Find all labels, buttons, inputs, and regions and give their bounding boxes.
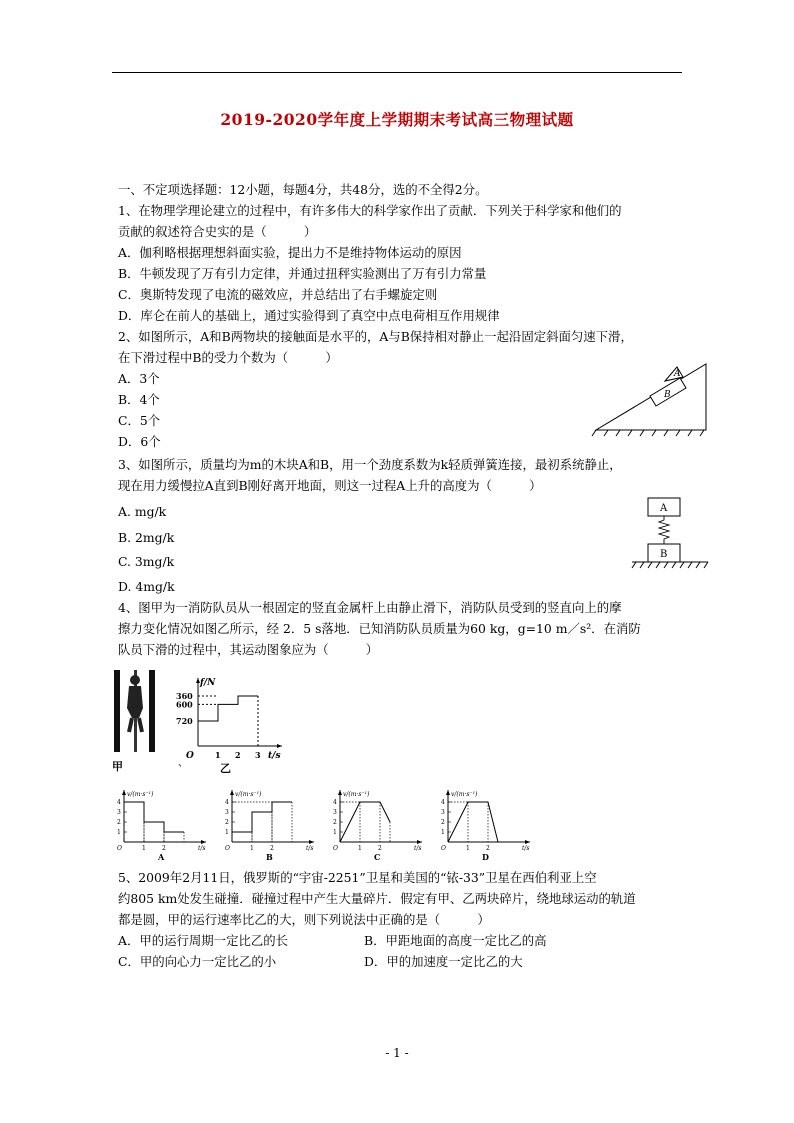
q3-option-a: A. mg/k <box>118 504 167 519</box>
q1-option-c: C．奥斯特发现了电流的磁效应，并总结出了右手螺旋定则 <box>118 287 438 302</box>
vt-graph-b <box>222 782 318 862</box>
v-tick-1: 1 <box>225 829 229 836</box>
x-axis-label: t/s <box>268 751 281 761</box>
origin-label: O <box>117 845 122 852</box>
v-axis-label: v/(m·s⁻¹) <box>235 791 262 798</box>
spring <box>659 516 669 544</box>
q1-stem-line2: 贡献的叙述符合史实的是（ ） <box>118 224 317 239</box>
q5-option-a: A．甲的运行周期一定比乙的长 <box>118 933 289 948</box>
velocity-series <box>448 802 498 842</box>
y-tick-600: 600 <box>176 699 193 710</box>
q2-option-a: A．3个 <box>118 371 160 386</box>
fig-yi-label: 乙 <box>220 762 231 775</box>
label-a: A <box>674 369 681 379</box>
q5-stem-line1: 5、2009年2月11日，俄罗斯的“宇宙-2251”卫星和美国的“铱-33”卫星在西伯利亚上空 <box>118 870 597 885</box>
q4-stem-line2: 擦力变化情况如图乙所示，经 2．5 s落地．已知消防队员质量为60 kg，g=10 m／s²．在消防 <box>118 621 641 636</box>
velocity-series <box>124 802 184 832</box>
v-tick-2: 2 <box>117 819 121 826</box>
q2-stem-line2: 在下滑过程中B的受力个数为（ ） <box>118 350 338 365</box>
v-tick-4: 4 <box>117 799 121 806</box>
q1-option-d: D．库仑在前人的基础上，通过实验得到了真空中点电荷相互作用规律 <box>118 308 500 323</box>
v-tick-3: 3 <box>117 809 121 816</box>
v-tick-4: 4 <box>441 799 445 806</box>
q3-stem-line2: 现在用力缓慢拉A直到B刚好离开地面，则这一过程A上升的高度为（ ） <box>118 478 542 493</box>
q1-stem-line1: 1、在物理学理论建立的过程中，有许多伟大的科学家作出了贡献．下列关于科学家和他们的 <box>118 203 622 218</box>
t-axis-label: t/s <box>414 845 422 852</box>
v-tick-3: 3 <box>225 809 229 816</box>
ground-hatch <box>592 430 704 436</box>
separator-marks: 、 <box>178 758 188 769</box>
fig-jia-label: 甲 <box>112 760 123 773</box>
t-tick-1: 1 <box>358 845 362 852</box>
v-tick-3: 3 <box>441 809 445 816</box>
v-tick-4: 4 <box>333 799 337 806</box>
incline-figure <box>592 358 712 438</box>
y-tick-720: 720 <box>176 716 193 726</box>
v-tick-4: 4 <box>225 799 229 806</box>
v-tick-2: 2 <box>225 819 229 826</box>
origin-label: O <box>441 845 446 852</box>
t-tick-1: 1 <box>250 845 254 852</box>
origin-label: O <box>225 845 230 852</box>
x-tick-1: 1 <box>215 750 221 760</box>
vt-graph-c <box>330 782 426 862</box>
header-rule <box>112 72 682 73</box>
q3-option-b: B. 2mg/k <box>118 530 175 545</box>
q2-option-c: C．5个 <box>118 413 161 428</box>
q4-stem-line3: 队员下滑的过程中，其运动图象应为（ ） <box>118 642 379 657</box>
friction-time-graph <box>178 670 286 774</box>
v-tick-1: 1 <box>117 829 121 836</box>
t-tick-2: 2 <box>270 845 274 852</box>
spring-figure <box>628 494 712 576</box>
firefighter-figure <box>112 668 162 772</box>
q2-option-b: B．4个 <box>118 392 160 407</box>
v-axis-label: v/(m·s⁻¹) <box>451 791 478 798</box>
vt-graph-a <box>114 782 210 862</box>
q1-option-b: B．牛顿发现了万有引力定律，并通过扭秤实验测出了万有引力常量 <box>118 266 487 281</box>
page-number: - 1 - <box>385 1046 409 1060</box>
label-b: B <box>660 549 668 560</box>
section-heading: 一、不定项选择题：12小题，每题4分，共48分，选的不全得2分。 <box>118 182 488 197</box>
t-tick-1: 1 <box>142 845 146 852</box>
t-tick-2: 2 <box>162 845 166 852</box>
q5-option-d: D．甲的加速度一定比乙的大 <box>364 954 523 969</box>
option-label: A <box>158 852 165 862</box>
v-tick-1: 1 <box>333 829 337 836</box>
origin-label: O <box>186 751 194 761</box>
velocity-series <box>340 802 390 842</box>
t-axis-label: t/s <box>198 845 206 852</box>
v-axis-label: v/(m·s⁻¹) <box>127 791 154 798</box>
q2-option-d: D．6个 <box>118 434 161 449</box>
q4-stem-line1: 4、图甲为一消防队员从一根固定的竖直金属杆上由静止滑下，消防队员受到的竖直向上的摩 <box>118 600 622 615</box>
velocity-series <box>232 802 292 832</box>
origin-label: O <box>333 845 338 852</box>
x-tick-2: 2 <box>235 750 241 760</box>
q5-stem-line3: 都是圆，甲的运行速率比乙的大，则下列说法中正确的是（ ） <box>118 912 490 927</box>
t-axis-label: t/s <box>306 845 314 852</box>
t-tick-2: 2 <box>378 845 382 852</box>
y-axis-label: f/N <box>200 678 216 688</box>
q5-option-c: C．甲的向心力一定比乙的小 <box>118 954 277 969</box>
q3-stem-line1: 3、如图所示，质量均为m的木块A和B，用一个劲度系数为k轻质弹簧连接，最初系统静止， <box>118 457 622 472</box>
label-b: B <box>664 390 671 400</box>
x-tick-3: 3 <box>255 750 261 760</box>
q3-option-c: C. 3mg/k <box>118 554 175 569</box>
v-tick-2: 2 <box>441 819 445 826</box>
option-label: C <box>374 852 381 862</box>
vt-graph-d <box>438 782 534 862</box>
y-tick-360: 360 <box>176 691 193 701</box>
q1-option-a: A．伽利略根据理想斜面实验，提出力不是维持物体运动的原因 <box>118 245 462 260</box>
option-label: D <box>482 852 489 862</box>
t-axis-label: t/s <box>522 845 530 852</box>
v-axis-label: v/(m·s⁻¹) <box>343 791 370 798</box>
page-title: 2019-2020学年度上学期期末考试高三物理试题 <box>220 110 574 129</box>
v-tick-3: 3 <box>333 809 337 816</box>
v-tick-1: 1 <box>441 829 445 836</box>
q3-option-d: D. 4mg/k <box>118 579 175 594</box>
q5-stem-line2: 约805 km处发生碰撞．碰撞过程中产生大量碎片．假定有甲、乙两块碎片，绕地球运动的轨道 <box>118 891 636 906</box>
q5-option-b: B．甲距地面的高度一定比乙的高 <box>364 933 547 948</box>
option-label: B <box>266 852 273 862</box>
t-tick-2: 2 <box>486 845 490 852</box>
label-a: A <box>660 503 668 514</box>
v-tick-2: 2 <box>333 819 337 826</box>
friction-series <box>198 696 258 721</box>
q2-stem-line1: 2、如图所示，A和B两物块的接触面是水平的，A与B保持相对静止一起沿固定斜面匀速下滑， <box>118 329 633 344</box>
t-tick-1: 1 <box>466 845 470 852</box>
